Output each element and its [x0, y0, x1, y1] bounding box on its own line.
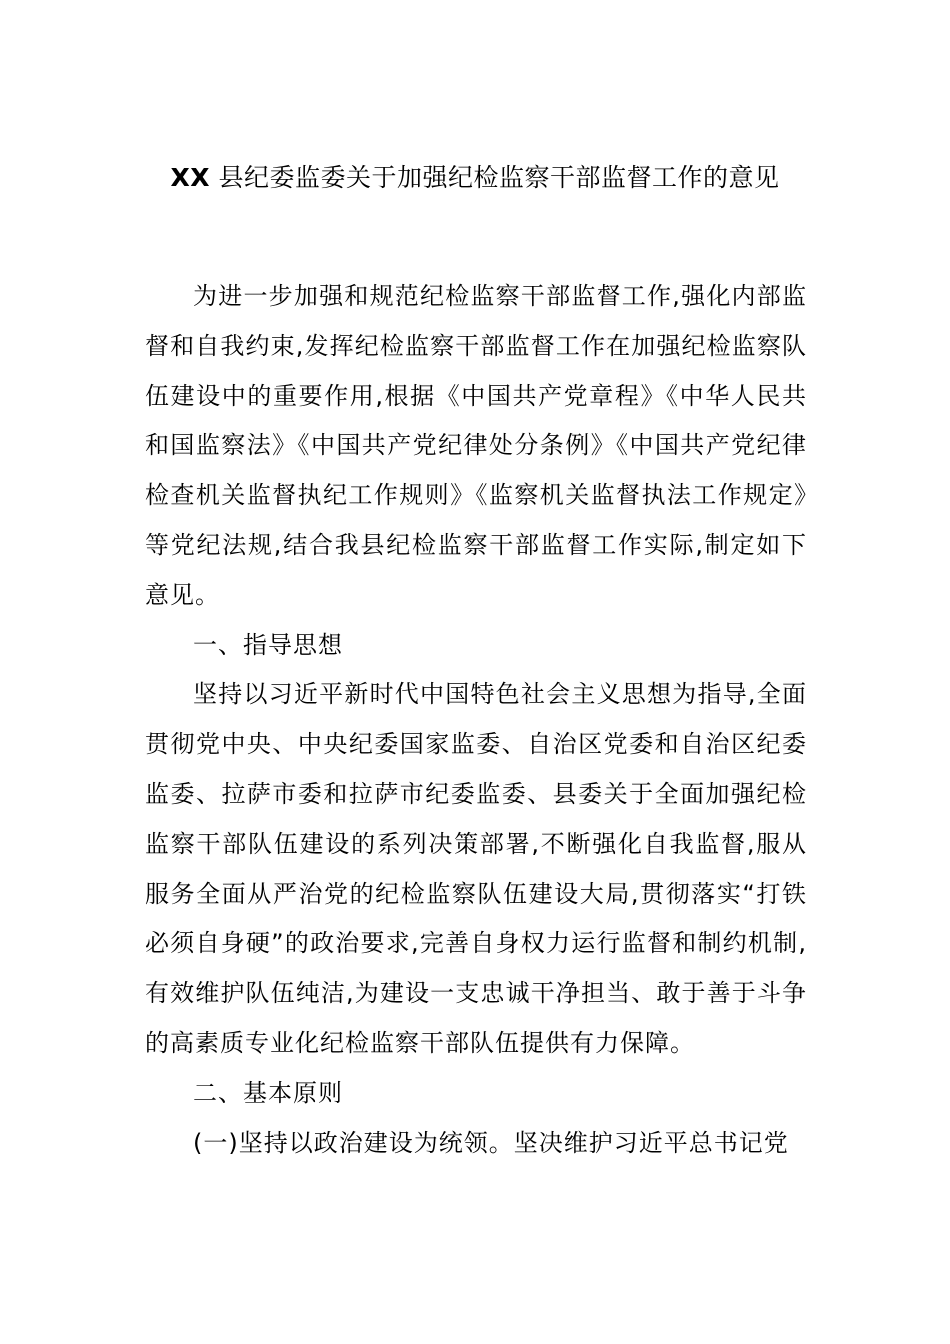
document-title — [0, 158, 950, 198]
title-prefix: XX — [170, 163, 211, 192]
title-text: 县纪委监委关于加强纪检监察干部监督工作的意见 — [218, 163, 780, 192]
principle-item-1: (一)坚持以政治建设为统领。坚决维护习近平总书记党 — [193, 1128, 789, 1157]
document-body — [145, 272, 807, 1168]
section-heading-basic-principles: 二、基本原则 — [193, 1078, 343, 1107]
section-heading-guiding-ideology: 一、指导思想 — [193, 630, 343, 659]
intro-paragraph: 为进一步加强和规范纪检监察干部监督工作,强化内部监督和自我约束,发挥纪检监察干部监督工作在加强纪检监察队伍建设中的重要作用,根据《中国共产党章程》《中华人民共和国监察法》《中国共产党纪律处分条例》《中国共产党纪律检查机关监督执纪工作规则》《监察机关监督执法工作规定》等党纪法规,结合我县纪检监察干部监督工作实际,制定如下意见。 — [145, 282, 807, 609]
guiding-ideology-paragraph: 坚持以习近平新时代中国特色社会主义思想为指导,全面贯彻党中央、中央纪委国家监委、自治区党委和自治区纪委监委、拉萨市委和拉萨市纪委监委、县委关于全面加强纪检监察干部队伍建设的系列决策部署,不断强化自我监督,服从服务全面从严治党的纪检监察队伍建设大局,贯彻落实“打铁必须自身硬”的政治要求,完善自身权力运行监督和制约机制,有效维护队伍纯洁,为建设一支忠诚干净担当、敢于善于斗争的高素质专业化纪检监察干部队伍提供有力保障。 — [145, 680, 807, 1057]
